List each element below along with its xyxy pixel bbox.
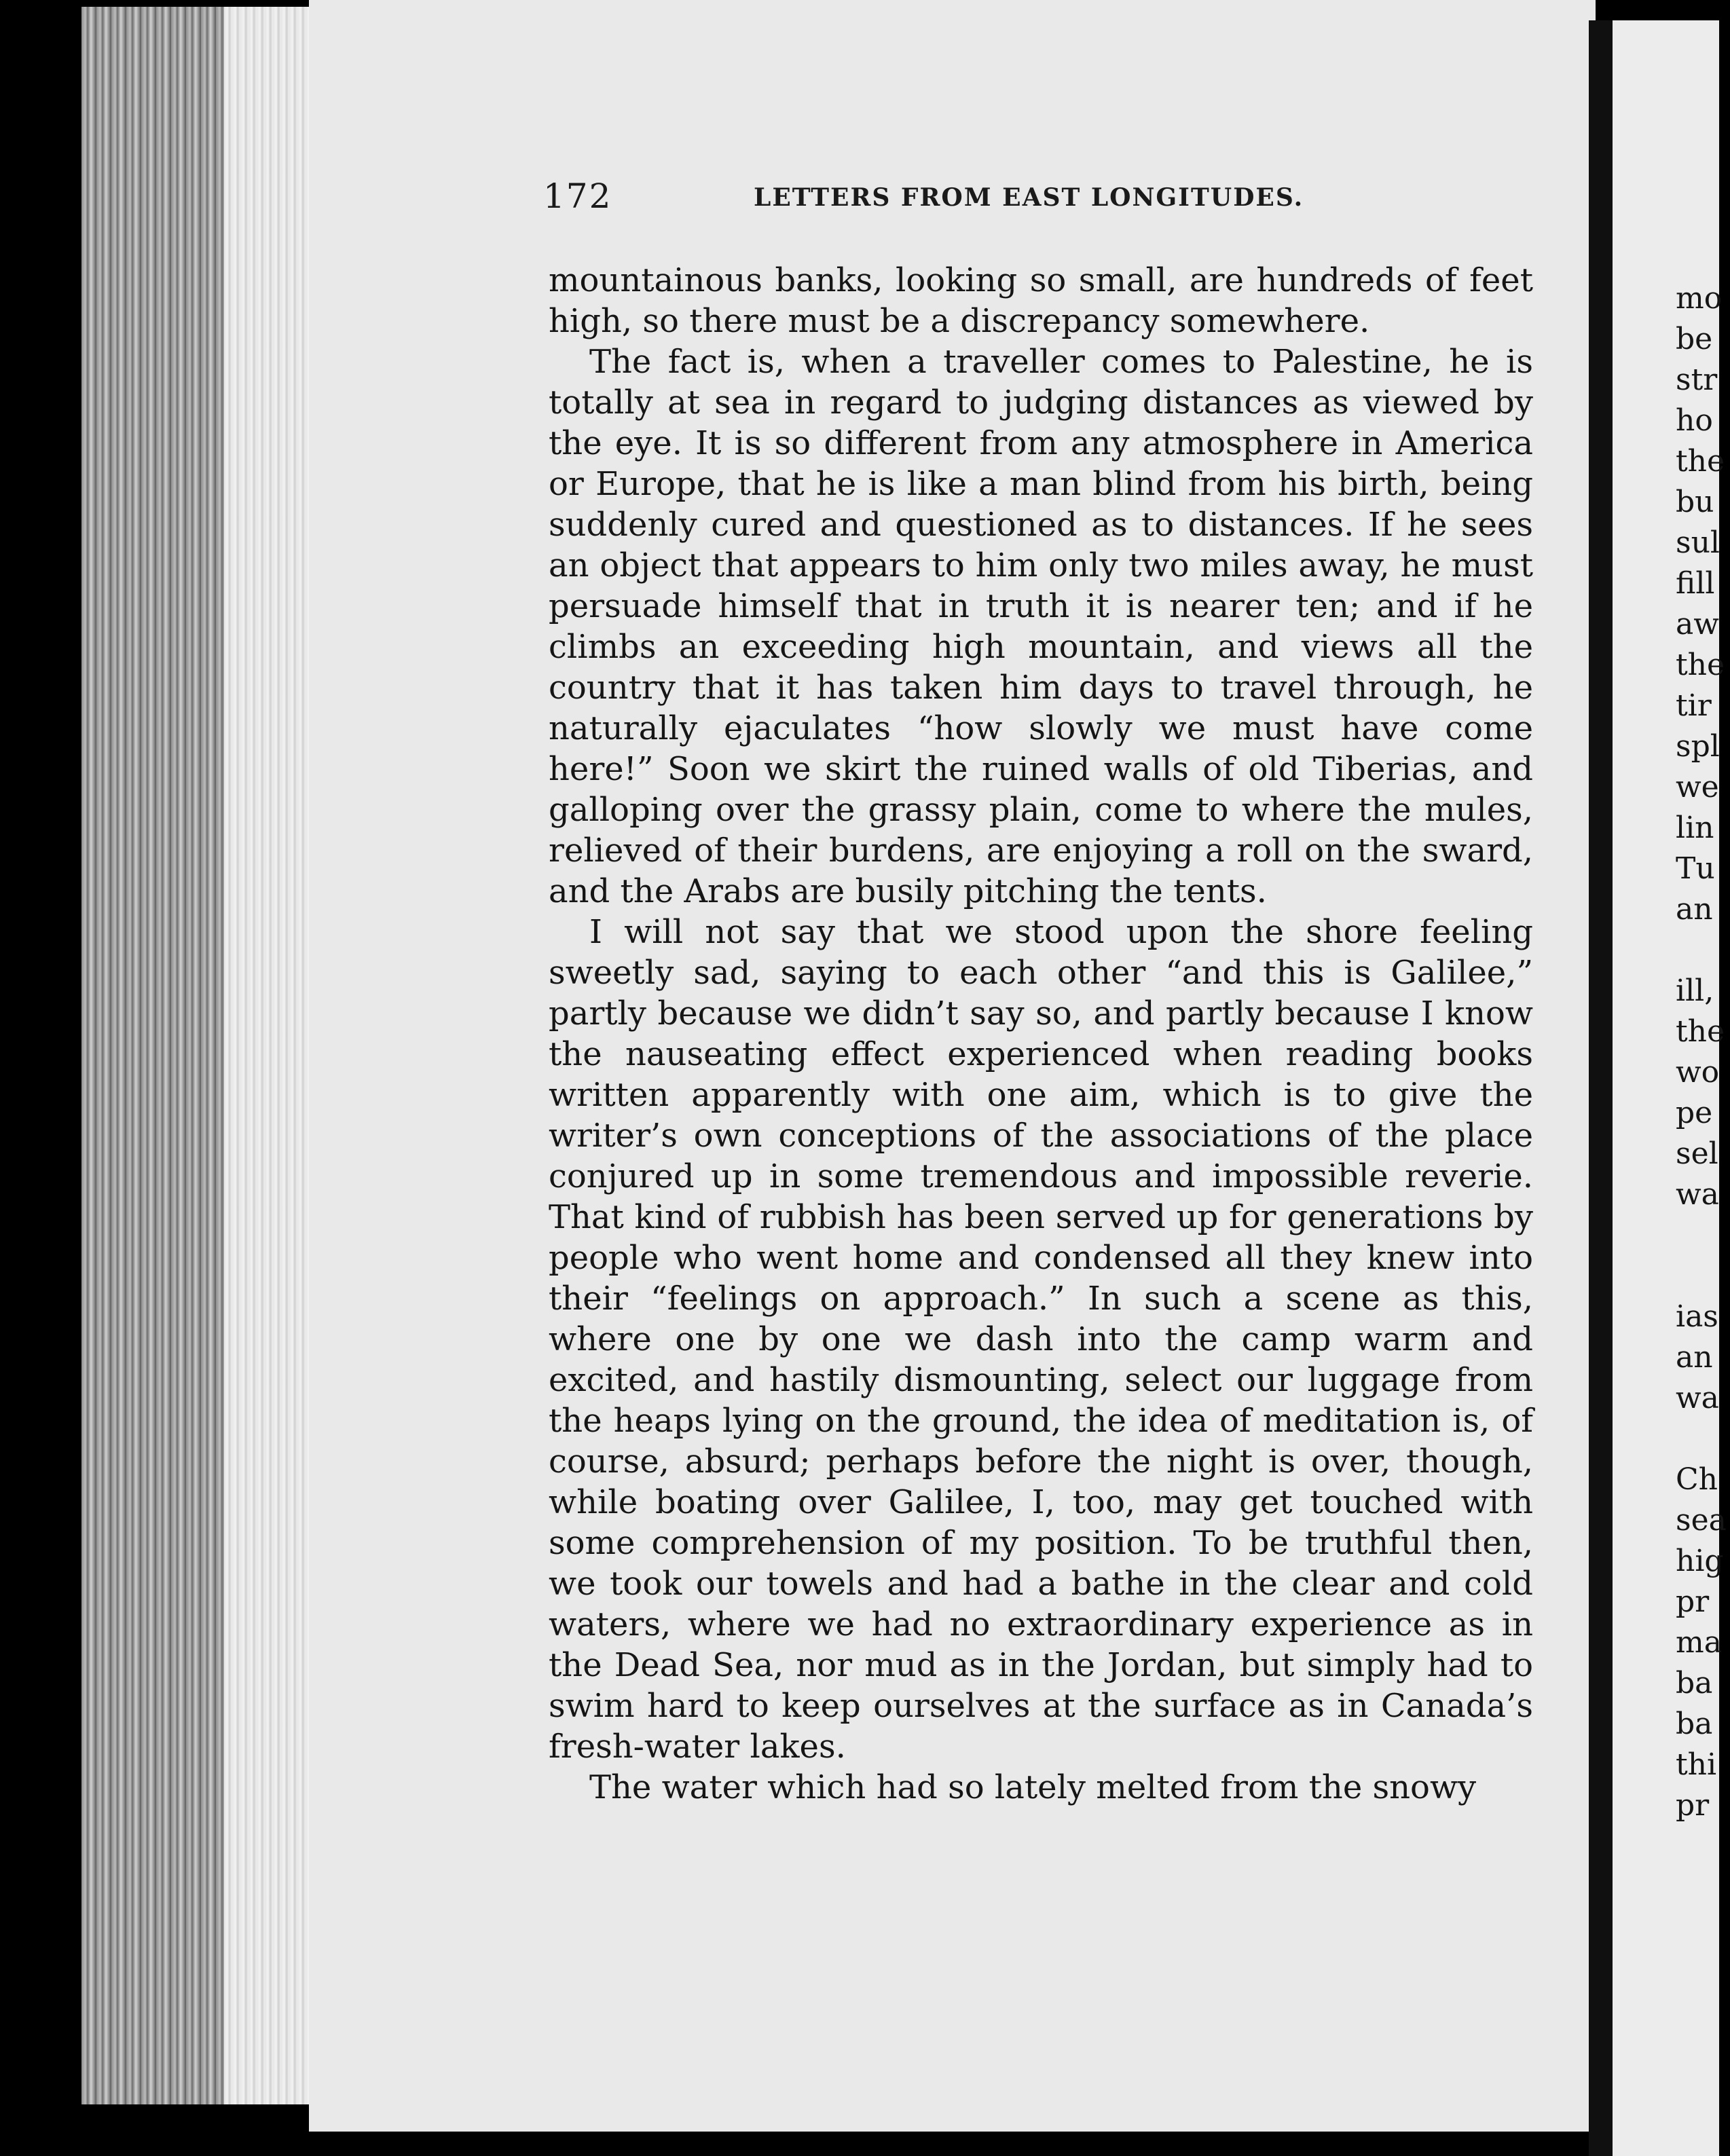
book-gutter: [1589, 20, 1615, 2156]
text-fragment: mo: [1676, 281, 1723, 316]
body-text: [549, 260, 1533, 1808]
page-header: [543, 176, 1344, 224]
text-fragment: the: [1676, 1014, 1725, 1049]
running-head: LETTERS FROM EAST LONGITUDES.: [754, 183, 1304, 212]
opposite-page-text-fragments: [1676, 278, 1730, 1826]
page-block-inner-edges: [224, 7, 312, 2104]
text-fragment: an: [1676, 892, 1713, 927]
text-fragment: spl: [1676, 729, 1720, 764]
text-fragment: pe: [1676, 1096, 1713, 1130]
text-fragment: fill: [1676, 566, 1715, 601]
text-fragment: wa: [1676, 1177, 1719, 1212]
text-fragment: wa: [1676, 1381, 1719, 1415]
text-fragment: aw: [1676, 607, 1719, 642]
text-fragment: pr: [1676, 1788, 1710, 1823]
text-fragment: the: [1676, 444, 1725, 479]
text-fragment: [1676, 930, 1730, 971]
text-fragment: the: [1676, 648, 1725, 682]
text-fragment: ill,: [1676, 973, 1714, 1008]
text-fragment: tir: [1676, 688, 1712, 723]
text-fragment: sea: [1676, 1503, 1727, 1538]
paragraph: The fact is, when a traveller comes to Palestine, he is totally at sea in regard to judging distances as viewed by the eye. It is so different from any atmosphere in America or Europe, that he is like a man blind from his birth, being suddenly cured and questioned as to distances. If he sees an object that appears to him only two miles away, he must persuade himself that in truth it is nearer ten; and if he climbs an exceeding high mountain, and views all the country that it has taken him days to travel through, he naturally ejaculates “how slowly we must have come here!” Soon we skirt the ruined walls of old Tiberias, and galloping over the grassy plain, come to where the mules, relieved of their burdens, are enjoying a roll on the sward, and the Arabs are busily pitching the tents.: [549, 343, 1533, 910]
text-fragment: pr: [1676, 1584, 1710, 1619]
text-fragment: ias: [1676, 1299, 1718, 1334]
text-fragment: ba: [1676, 1666, 1713, 1700]
text-fragment: sul: [1676, 525, 1720, 560]
page-number: 172: [543, 176, 612, 216]
text-fragment: we: [1676, 770, 1719, 804]
text-fragment: Tu: [1676, 851, 1715, 886]
text-fragment: be: [1676, 322, 1713, 356]
paragraph: The water which had so lately melted from the snowy: [589, 1768, 1477, 1806]
text-fragment: hig: [1676, 1544, 1724, 1578]
text-fragment: [1676, 1215, 1730, 1256]
text-fragment: ba: [1676, 1707, 1713, 1741]
text-fragment: ho: [1676, 403, 1713, 438]
paragraph: I will not say that we stood upon the shore feeling sweetly sad, saying to each other “and this is Galilee,” partly because we didn’t say so, and partly because I know the nauseating effect experienced when reading books written apparently with one aim, which is to give the writer’s own conceptions of the associations of the place conjured up in some tremendous and impossible reverie. That kind of rubbish has been served up for generations by people who went home and condensed all they knew into their “feelings on approach.” In such a scene as this, where one by one we dash into the camp warm and excited, and hastily dismounting, select our luggage from the heaps lying on the ground, the idea of meditation is, of course, absurd; perhaps before the night is over, though, while boating over Galilee, I, too, may get touched with some comprehension of my position. To be truthful then, we took our towels and had a bathe in the clear and cold waters, where we had no extraordinary experience as in the Dead Sea, nor mud as in the Jordan, but simply had to swim hard to keep ourselves at the surface as in Canada’s fresh-water lakes.: [549, 913, 1533, 1766]
text-fragment: an: [1676, 1340, 1713, 1375]
paragraph: mountainous banks, looking so small, are hundreds of feet high, so there must be a discrepancy somewhere.: [549, 261, 1533, 340]
text-fragment: thi: [1676, 1747, 1717, 1782]
text-fragment: Ch: [1676, 1462, 1718, 1497]
text-fragment: str: [1676, 363, 1718, 397]
text-fragment: ma: [1676, 1625, 1722, 1660]
text-fragment: bu: [1676, 485, 1714, 519]
text-fragment: wo: [1676, 1055, 1720, 1090]
text-fragment: lin: [1676, 811, 1714, 845]
text-fragment: [1676, 1256, 1730, 1297]
text-fragment: [1676, 1419, 1730, 1460]
text-fragment: sel: [1676, 1136, 1718, 1171]
